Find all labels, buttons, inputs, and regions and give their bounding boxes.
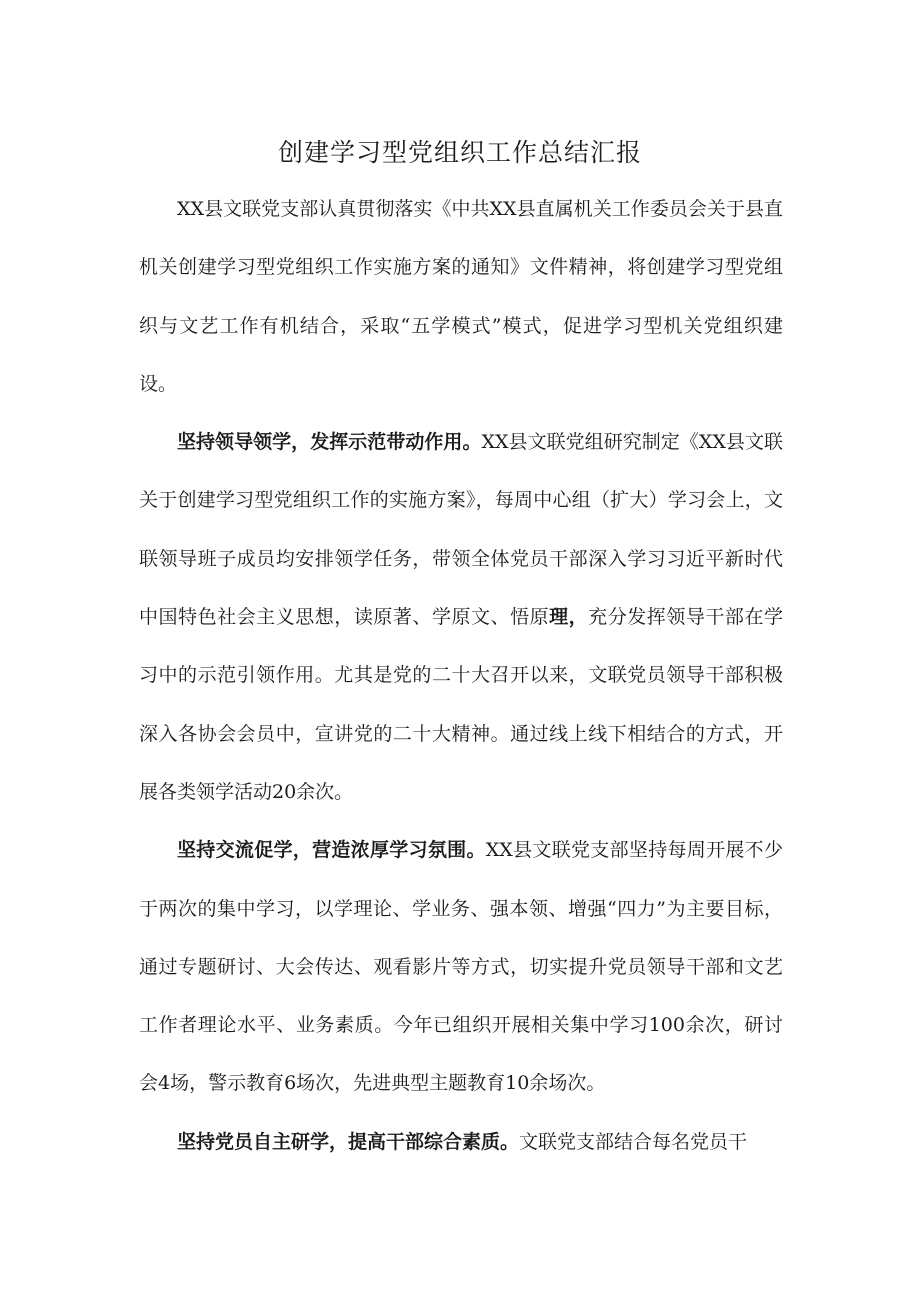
paragraph-text-leadership-part1: XX县文联党组研究制定《XX县文联关于创建学习型党组织工作的实施方案》，每周中心组（扩大）学习会上，文联领导班子成员均安排领学任务，带领全体党员干部深入学习习近平新时代中国特色社会主义思想，读原著、学原文、悟原 [139,431,783,629]
paragraph-heading-leadership: 坚持领导领学，发挥示范带动作用。 [177,431,482,454]
paragraph-intro-text: XX县文联党支部认真贯彻落实《中共XX县直属机关工作委员会关于县直机关创建学习型党组织工作实施方案的通知》文件精神，将创建学习型党组织与文艺工作有机结合，采取“五学模式”模式，促进学习型机关党组织建设。 [139,198,783,395]
paragraph-intro [139,180,783,413]
paragraph-text-self-study: 文联党支部结合每名党员干 [519,1130,748,1153]
document-body [139,180,783,1171]
paragraph-self-study [139,1113,783,1171]
document-title: 创建学习型党组织工作总结汇报 [277,138,642,167]
paragraph-heading-exchange: 坚持交流促学，营造浓厚学习氛围。 [177,839,486,862]
paragraph-exchange-study [139,821,783,1112]
paragraph-leadership-study [139,413,783,821]
paragraph-text-leadership-bold: 理， [549,606,589,629]
paragraph-text-exchange: XX县文联党支部坚持每周开展不少于两次的集中学习，以学理论、学业务、强本领、增强“四力”为主要目标，通过专题研讨、大会传达、观看影片等方式，切实提升党员领导干部和文艺工作者理论水平、业务素质。今年已组织开展相关集中学习100余次，研讨会4场，警示教育6场次，先进典型主题教育10余场次。 [139,839,783,1095]
paragraph-heading-self-study: 坚持党员自主研学，提高干部综合素质。 [177,1130,520,1153]
paragraph-text-leadership-part2: 充分发挥领导干部在学习中的示范引领作用。尤其是党的二十大召开以来，文联党员领导干部积极深入各协会会员中，宣讲党的二十大精神。通过线上线下相结合的方式，开展各类领学活动20余次。 [139,606,783,803]
